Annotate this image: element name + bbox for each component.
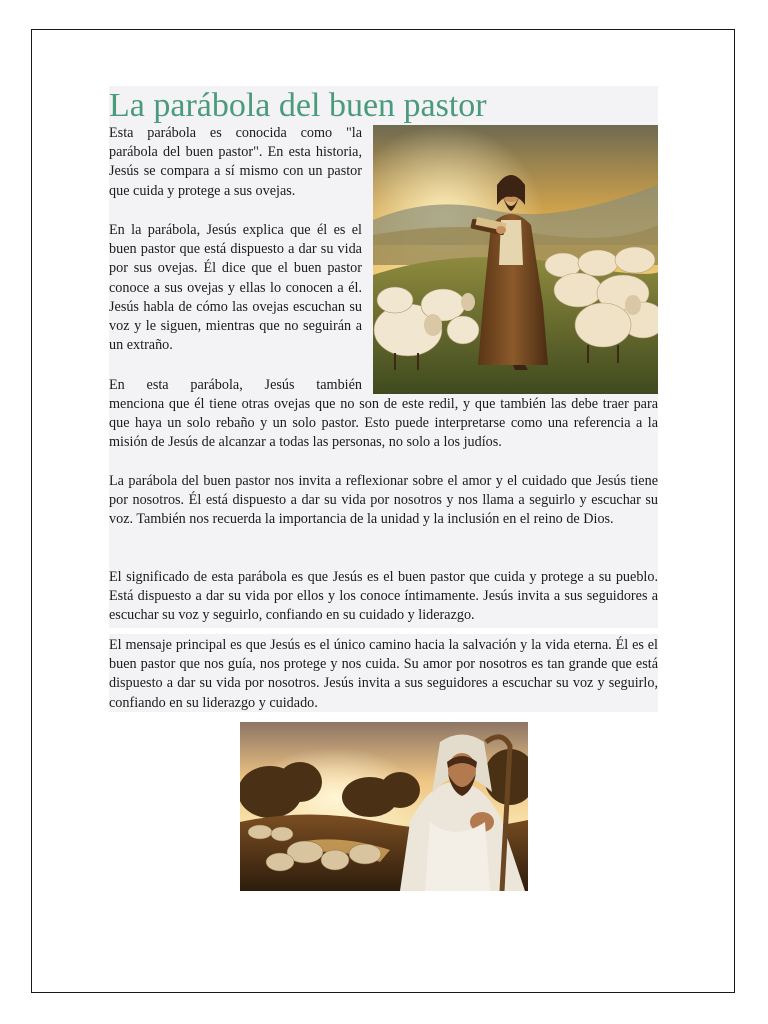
paragraph-explanation: En la parábola, Jesús explica que él es el buen pastor que está dispuesto a dar su vida por sus ovejas. Él dice que el buen pastor conoce a sus ovejas y ellas lo conocen a él. Jesús habla de cómo las ovejas escuchan su voz y le siguen, mientras que no seguirán a un extraño. bbox=[109, 222, 362, 354]
paragraph-other-sheep: menciona que él tiene otras ovejas que no son de este redil, y que también las debe traer para que haya un solo rebaño y un solo pastor. Esto puede interpretarse como una referencia a la misión de Jesús de alcanzar a todas las personas, no solo a los judíos. bbox=[109, 396, 658, 451]
page-title: La parábola del buen pastor bbox=[109, 87, 487, 124]
paragraph-meaning: El significado de esta parábola es que Jesús es el buen pastor que cuida y protege a su pueblo. Está dispuesto a dar su vida por ellos y los conoce íntimamente. Jesús invita a sus seguidores a escuchar su voz y seguirlo, confiando en su cuidado y liderazgo. bbox=[109, 569, 658, 624]
paragraph-other-sheep-start: En esta parábola, Jesús también bbox=[109, 377, 362, 393]
paragraph-main-message: El mensaje principal es que Jesús es el único camino hacia la salvación y la vida eterna. Él es el buen pastor que nos guía, nos protege y nos cuida. Su amor por nosotros es tan grande que está dispuesto a dar su vida por nosotros. Jesús invita a sus seguidores a escuchar su voz y seguirlo, confiando en su liderazgo y cuidado. bbox=[109, 637, 658, 711]
shepherd-with-staff-image bbox=[240, 722, 528, 891]
paragraph-reflection: La parábola del buen pastor nos invita a reflexionar sobre el amor y el cuidado que Jesús tiene por nosotros. Él está dispuesto a dar su vida por nosotros y nos llama a seguirlo y escuchar su voz. También nos recuerda la importancia de la unidad y la inclusión en el reino de Dios. bbox=[109, 473, 658, 528]
paragraph-intro: Esta parábola es conocida como "la parábola del buen pastor". En esta historia, Jesús se compara a sí mismo con un pastor que cuida y protege a sus ovejas. bbox=[109, 125, 362, 199]
shepherd-with-sheep-image bbox=[373, 125, 658, 394]
